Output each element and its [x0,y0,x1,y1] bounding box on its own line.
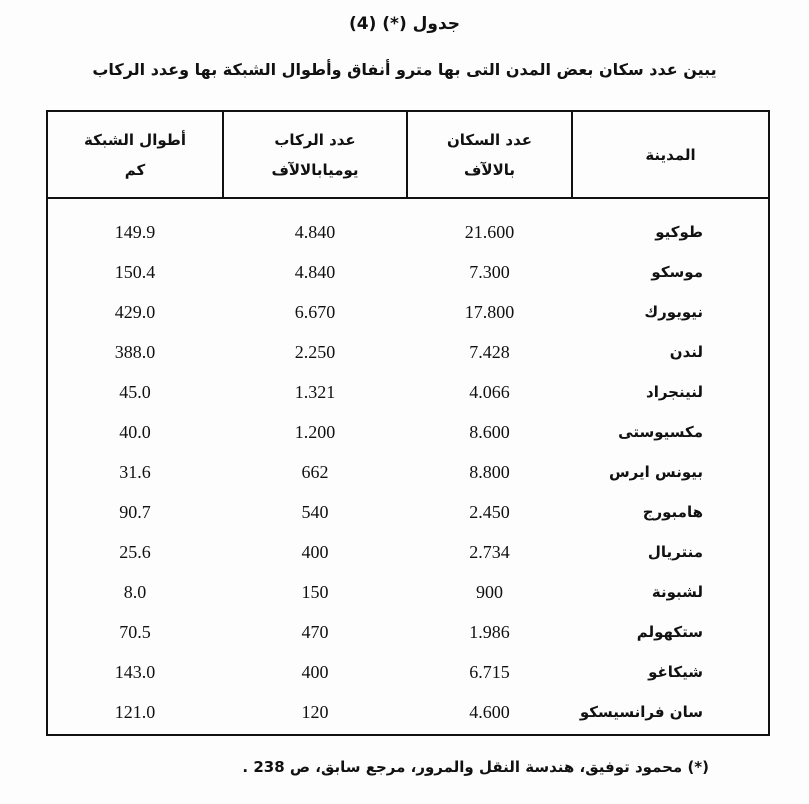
population-cell: 7.428 [469,342,510,362]
table-row [48,412,768,452]
population-cell: 4.600 [469,702,510,722]
population-cell: 2.734 [469,542,510,562]
population-cell: 4.066 [469,382,510,402]
table-row [48,452,768,492]
header-length: أطوال الشبكة كم [83,130,187,179]
length-cell: 45.0 [119,382,151,402]
riders-cell: 400 [301,662,329,682]
city-cell: موسكو [651,263,703,281]
riders-cell: 120 [301,702,329,722]
length-cell: 70.5 [119,622,151,642]
table-row [48,292,768,332]
length-cell: 149.9 [114,222,156,242]
table-row [48,612,768,652]
table-body [48,212,768,732]
city-cell: ستكهولم [636,623,703,641]
city-cell: طوكيو [655,223,703,241]
table-row [48,372,768,412]
riders-cell: 6.670 [294,302,336,322]
table-row [48,572,768,612]
table-row [48,252,768,292]
header-population: عدد السكان بالالآف [446,130,533,179]
city-cell: لشبونة [651,583,703,601]
riders-cell: 2.250 [294,342,336,362]
length-cell: 8.0 [123,582,147,602]
length-cell: 429.0 [114,302,156,322]
city-cell: سان فرانسيسكو [579,703,703,721]
length-cell: 388.0 [114,342,156,362]
riders-cell: 470 [301,622,329,642]
footnote: (*) محمود توفيق، هندسة النقل والمرور، مرجع سابق، ص 238 . [242,758,709,776]
riders-cell: 540 [301,502,329,522]
city-cell: مكسيوستى [618,423,703,441]
table-row [48,692,768,732]
table-row [48,652,768,692]
length-cell: 25.6 [119,542,151,562]
city-cell: شيكاغو [648,663,703,681]
header-rule [48,197,768,199]
city-cell: لنينجراد [646,383,703,401]
header-city: المدينة [645,145,696,164]
population-cell: 8.600 [469,422,510,442]
length-cell: 150.4 [114,262,156,282]
population-cell: 17.800 [464,302,515,322]
table-row [48,492,768,532]
population-cell: 21.600 [464,222,515,242]
table-title: جدول (*) (4) [348,14,461,34]
riders-cell: 4.840 [294,262,336,282]
population-cell: 6.715 [469,662,510,682]
riders-cell: 1.321 [294,382,336,402]
metro-table [46,110,770,736]
length-cell: 40.0 [119,422,151,442]
city-cell: نيويورك [644,303,703,321]
length-cell: 31.6 [119,462,151,482]
riders-cell: 150 [301,582,329,602]
city-cell: بيونس ايرس [608,463,703,481]
riders-cell: 662 [301,462,329,482]
population-cell: 7.300 [469,262,510,282]
riders-cell: 4.840 [294,222,336,242]
city-cell: لندن [669,343,703,361]
population-cell: 2.450 [469,502,510,522]
table-row [48,332,768,372]
riders-cell: 400 [301,542,329,562]
length-cell: 90.7 [119,502,151,522]
city-cell: منتريال [647,543,703,561]
table-row [48,532,768,572]
population-cell: 900 [476,582,503,602]
population-cell: 8.800 [469,462,510,482]
header-riders: عدد الركاب يوميابالالآف [271,130,359,179]
length-cell: 143.0 [114,662,156,682]
riders-cell: 1.200 [294,422,336,442]
population-cell: 1.986 [469,622,510,642]
table-subtitle: يبين عدد سكان بعض المدن التى بها مترو أنفاق وأطوال الشبكة بها وعدد الركاب [92,60,717,79]
table-row [48,212,768,252]
length-cell: 121.0 [114,702,156,722]
city-cell: هامبورج [642,503,703,521]
